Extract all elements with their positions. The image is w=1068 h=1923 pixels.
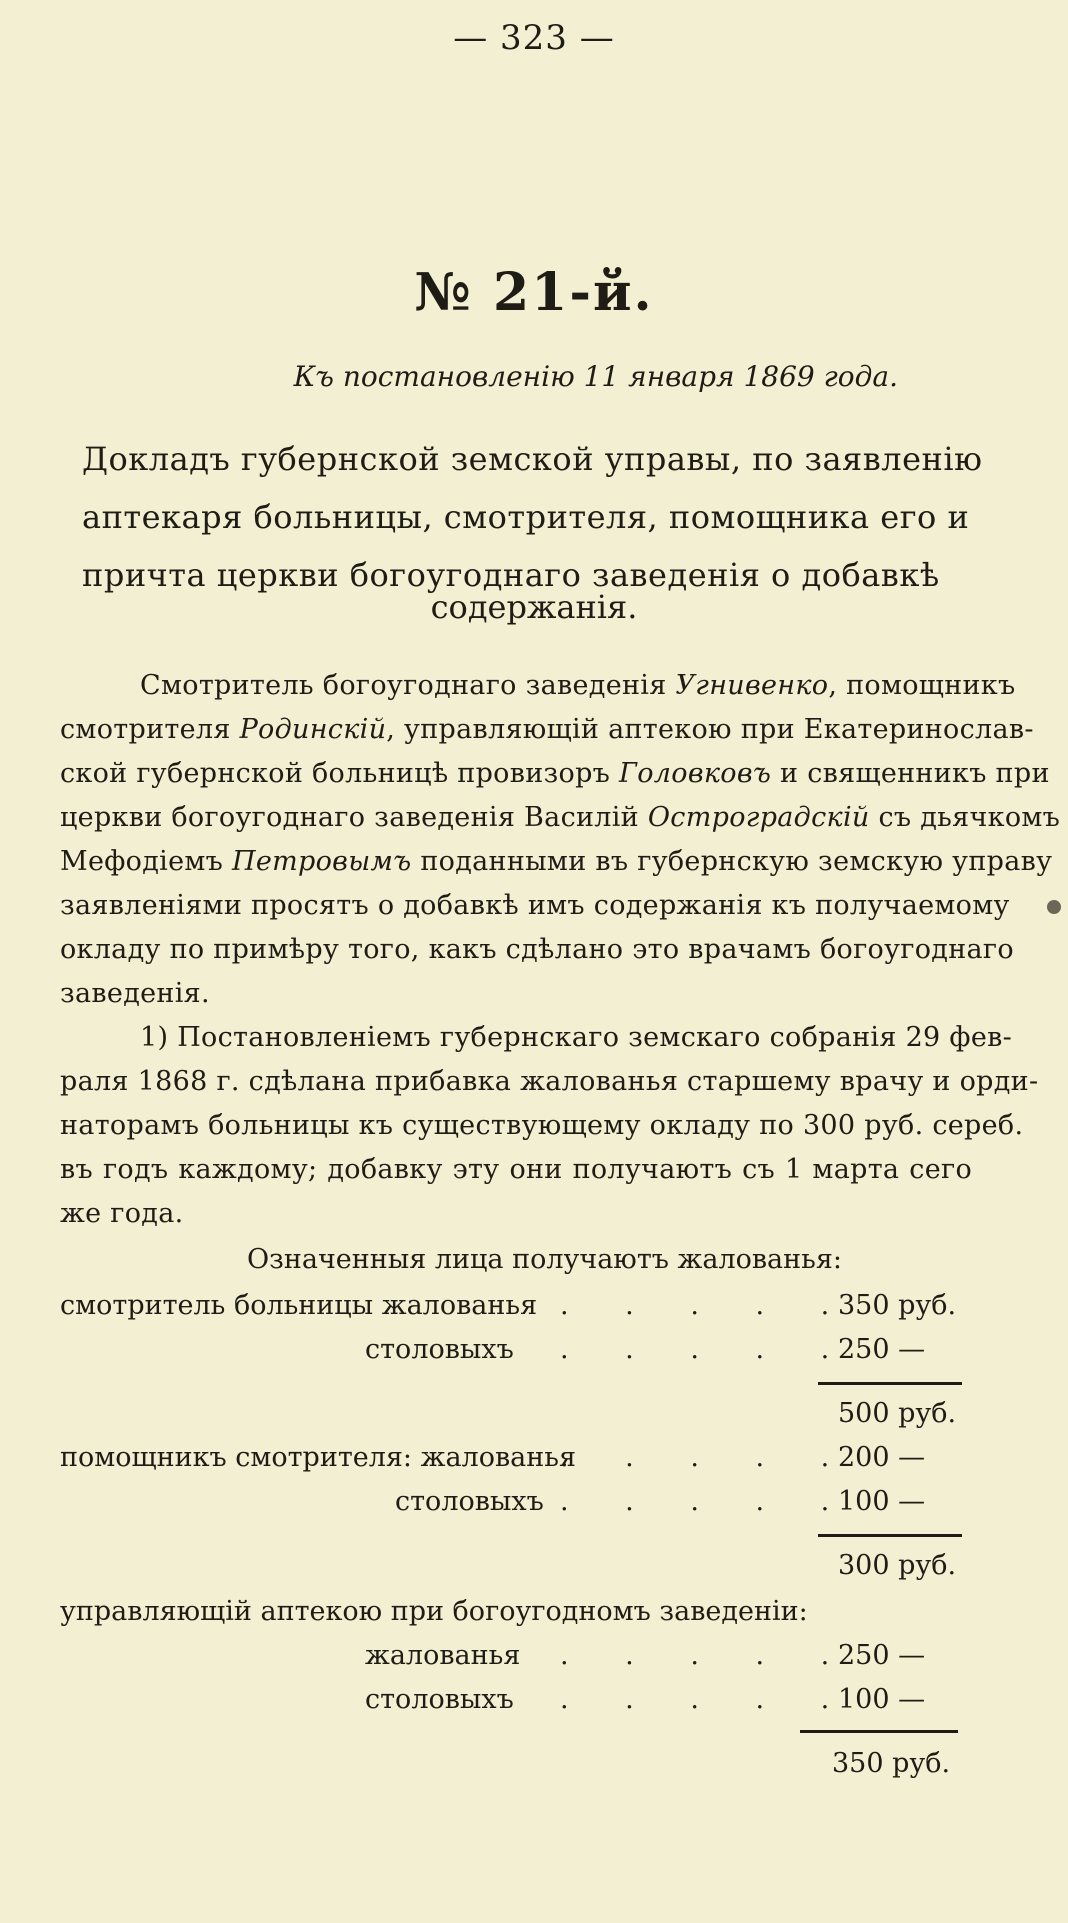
leader-dots: . . . . . (560, 1684, 854, 1715)
title-line-4: содержанія. (430, 588, 638, 626)
para1-text: и священникъ при (771, 758, 1050, 789)
leader-dots: . . . . . (560, 1640, 854, 1671)
para1-text: , управляющій аптекою при Екатеринослав- (386, 714, 1034, 745)
para1-text: церкви богоугоднаго заведенія Василій (60, 802, 648, 833)
para1-line-3 (60, 758, 1050, 789)
leader-dots: . . . . . (560, 1334, 854, 1365)
document-number: № 21-й. (414, 262, 654, 323)
salary-amount: 200 — (838, 1442, 926, 1473)
sum-rule (818, 1534, 962, 1537)
salary-label: столовыхъ (395, 1486, 544, 1517)
sum-rule (800, 1730, 958, 1733)
leader-dots: . . . . . (560, 1486, 854, 1517)
salary-label: управляющій аптекою при богоугодномъ заведеніи: (60, 1596, 808, 1627)
para1-name: Родинскій (239, 714, 387, 745)
salary-total: 350 руб. (832, 1748, 951, 1779)
salary-amount: 250 — (838, 1334, 926, 1365)
para1-name: Остроградскій (647, 802, 870, 833)
para2-line-2: раля 1868 г. сдѣлана прибавка жалованья старшему врачу и орди- (60, 1066, 1039, 1097)
salaries-heading: Означенныя лица получаютъ жалованья: (247, 1244, 842, 1275)
para1-text: Смотритель богоугоднаго заведенія (140, 670, 676, 701)
salary-amount: 100 — (838, 1684, 926, 1715)
para1-line-5 (60, 846, 1053, 877)
salary-label: столовыхъ (365, 1334, 514, 1365)
para1-line-2 (60, 714, 1034, 745)
salary-total: 500 руб. (838, 1398, 957, 1429)
para1-line-6: заявленіями просятъ о добавкѣ имъ содержанія къ получаемому (60, 890, 1010, 921)
para1-name: Петровымъ (232, 846, 412, 877)
para1-line-8: заведенія. (60, 978, 210, 1009)
sum-rule (818, 1382, 962, 1385)
salary-total: 300 руб. (838, 1550, 957, 1581)
para1-name: Головковъ (619, 758, 772, 789)
para1-text: смотрителя (60, 714, 240, 745)
para1-text: Мефодіемъ (60, 846, 233, 877)
title-line-2: аптекаря больницы, смотрителя, помощника его и (82, 498, 970, 536)
ink-spot (1047, 900, 1061, 914)
salary-amount: 250 — (838, 1640, 926, 1671)
decree-reference: Къ постановленію 11 января 1869 года. (293, 360, 898, 393)
title-line-3: причта церкви богоугоднаго заведенія о добавкѣ (82, 556, 940, 594)
para1-line-4 (60, 802, 1061, 833)
title-line-1: Докладъ губернской земской управы, по заявленію (82, 440, 983, 478)
para2-line-4: въ годъ каждому; добавку эту они получаютъ съ 1 марта сего (60, 1154, 972, 1185)
salary-amount: 350 руб. (838, 1290, 957, 1321)
leader-dots: . . . . . (560, 1442, 854, 1473)
salary-amount: 100 — (838, 1486, 926, 1517)
para2-line-1: 1) Постановленіемъ губернскаго земскаго собранія 29 фев- (140, 1022, 1013, 1053)
para1-line-1 (140, 670, 1016, 701)
leader-dots: . . . . . (560, 1290, 854, 1321)
para1-name: Угнивенко (675, 670, 829, 701)
salary-label: помощникъ смотрителя: жалованья (60, 1442, 576, 1473)
salary-label: смотритель больницы жалованья (60, 1290, 538, 1321)
para1-text: ской губернской больницѣ провизоръ (60, 758, 620, 789)
salary-label: столовыхъ (365, 1684, 514, 1715)
salary-label: жалованья (365, 1640, 521, 1671)
para2-line-5: же года. (60, 1198, 184, 1229)
para1-line-7: окладу по примѣру того, какъ сдѣлано это врачамъ богоугоднаго (60, 934, 1014, 965)
para1-text: съ дьячкомъ (869, 802, 1061, 833)
para1-text: , помощникъ (828, 670, 1016, 701)
para2-line-3: наторамъ больницы къ существующему окладу по 300 руб. сереб. (60, 1110, 1024, 1141)
para1-text: поданными въ губернскую земскую управу (411, 846, 1053, 877)
page-number: — 323 — (453, 18, 615, 58)
